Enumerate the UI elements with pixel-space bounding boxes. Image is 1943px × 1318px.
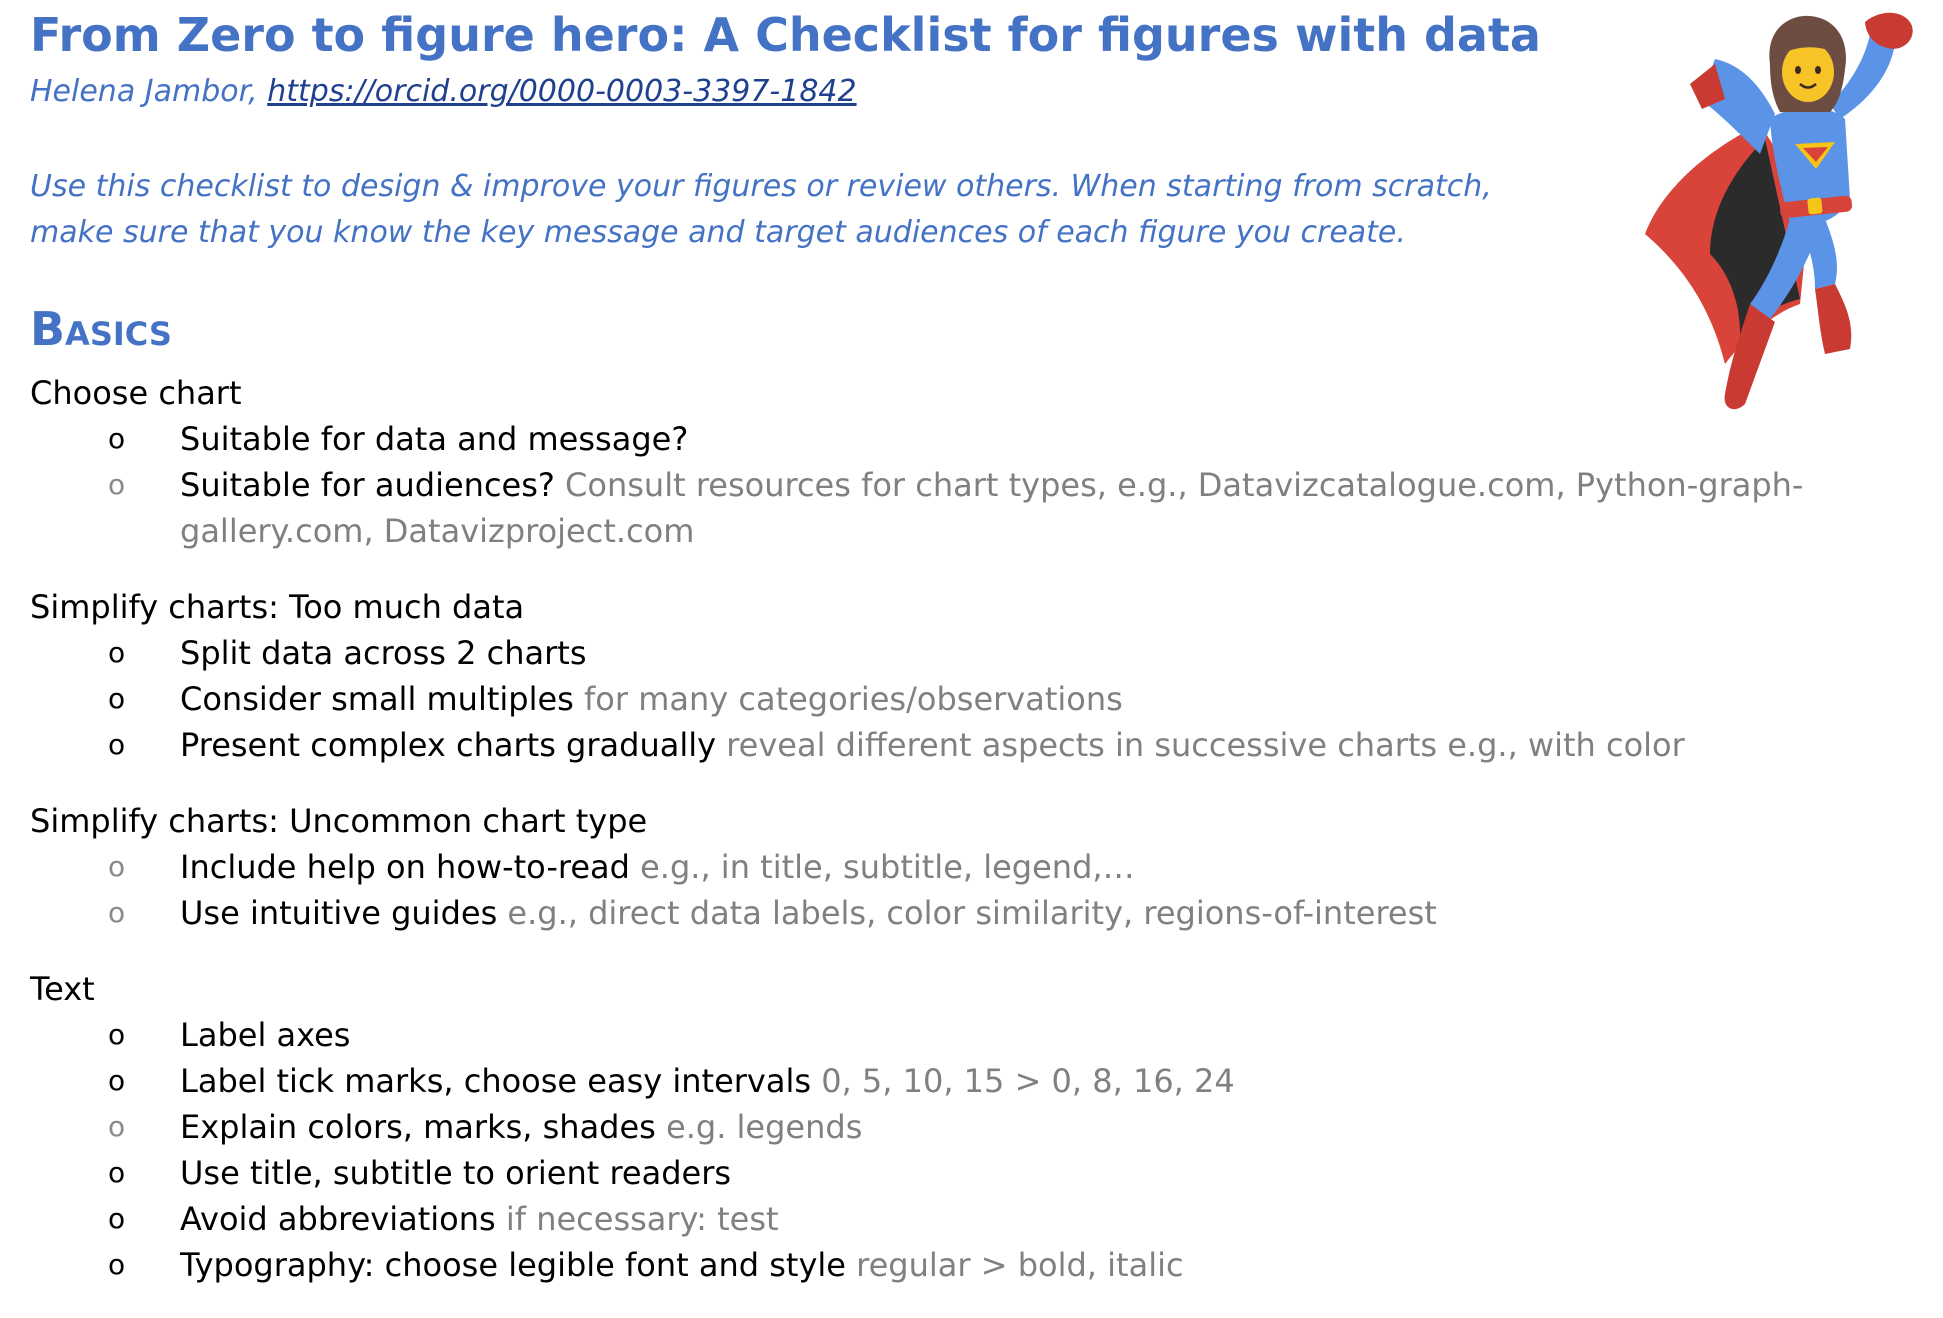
item-note-text: for many categories/observations (584, 680, 1123, 718)
bullet-circle: o (108, 850, 126, 883)
list-item (30, 1196, 1910, 1242)
item-main-text: Label tick marks, choose easy intervals (180, 1062, 822, 1100)
item-main-text: Typography: choose legible font and style (180, 1246, 857, 1284)
list-item (30, 630, 1910, 676)
list-item (30, 722, 1910, 768)
bullet-circle: o (108, 1156, 126, 1189)
bullet-circle: o (108, 682, 126, 715)
item-note-text: regular > bold, italic (856, 1246, 1184, 1284)
group-text (30, 966, 1910, 1288)
list-item (30, 1012, 1910, 1058)
checklist-list (30, 844, 1910, 936)
item-note-text: Consult resources for chart types, e.g., Datavizcatalogue.com, Python-graph-gallery.com, Datavizproject.com (180, 466, 1804, 550)
list-item (30, 416, 1910, 462)
group-title: Choose chart (30, 374, 242, 412)
bullet-circle: o (108, 636, 126, 669)
intro-line: Use this checklist to design & improve your figures or review others. When starting from scratch, (30, 169, 1492, 204)
bullet-circle: o (108, 1202, 126, 1235)
item-main-text: Explain colors, marks, shades (180, 1108, 667, 1146)
bullet-circle: o (108, 1248, 126, 1281)
bullet-circle: o (108, 1064, 126, 1097)
list-item (30, 1242, 1910, 1288)
bullet-circle: o (108, 468, 126, 501)
item-main-text: Split data across 2 charts (180, 634, 587, 672)
checklist-list (30, 416, 1910, 554)
item-note-text: e.g., in title, subtitle, legend,… (640, 848, 1135, 886)
item-note-text: reveal different aspects in successive charts e.g., with color (726, 726, 1685, 764)
item-main-text: Avoid abbreviations (180, 1200, 506, 1238)
list-item (30, 676, 1910, 722)
group-title: Text (30, 970, 95, 1008)
item-main-text: Suitable for audiences? (180, 466, 566, 504)
item-main-text: Use title, subtitle to orient readers (180, 1154, 732, 1192)
group-uncommon-chart-type (30, 798, 1910, 936)
list-item (30, 1058, 1910, 1104)
group-choose-chart (30, 370, 1910, 554)
item-main-text: Present complex charts gradually (180, 726, 727, 764)
list-item (30, 890, 1910, 936)
item-main-text: Consider small multiples (180, 680, 585, 718)
item-main-text: Suitable for data and message? (180, 420, 689, 458)
list-item (30, 462, 1910, 554)
author-name: Helena Jambor, (30, 74, 268, 109)
item-main-text: Include help on how-to-read (180, 848, 641, 886)
intro-paragraph (30, 164, 1590, 256)
woman-superhero-icon (1640, 4, 1930, 424)
page-title: From Zero to figure hero: A Checklist for figures with data (30, 8, 1541, 62)
list-item (30, 1150, 1910, 1196)
checklist-content (30, 370, 1910, 1318)
item-note-text: e.g. legends (666, 1108, 863, 1146)
item-main-text: Use intuitive guides (180, 894, 508, 932)
orcid-link[interactable]: https://orcid.org/0000-0003-3397-1842 (267, 74, 857, 109)
list-item (30, 844, 1910, 890)
item-note-text: e.g., direct data labels, color similarity, regions-of-interest (507, 894, 1437, 932)
section-heading-basics: Basics (30, 302, 172, 356)
checklist-list (30, 630, 1910, 768)
group-title: Simplify charts: Uncommon chart type (30, 802, 648, 840)
checklist-list (30, 1012, 1910, 1288)
item-main-text: Label axes (180, 1016, 351, 1054)
bullet-circle: o (108, 896, 126, 929)
group-too-much-data (30, 584, 1910, 768)
intro-line: make sure that you know the key message and target audiences of each figure you create. (30, 215, 1406, 250)
author-line (30, 74, 857, 109)
bullet-circle: o (108, 728, 126, 761)
group-title: Simplify charts: Too much data (30, 588, 525, 626)
list-item (30, 1104, 1910, 1150)
bullet-circle: o (108, 422, 126, 455)
item-note-text: 0, 5, 10, 15 > 0, 8, 16, 24 (821, 1062, 1235, 1100)
item-note-text: if necessary: test (505, 1200, 779, 1238)
bullet-circle: o (108, 1018, 126, 1051)
bullet-circle: o (108, 1110, 126, 1143)
